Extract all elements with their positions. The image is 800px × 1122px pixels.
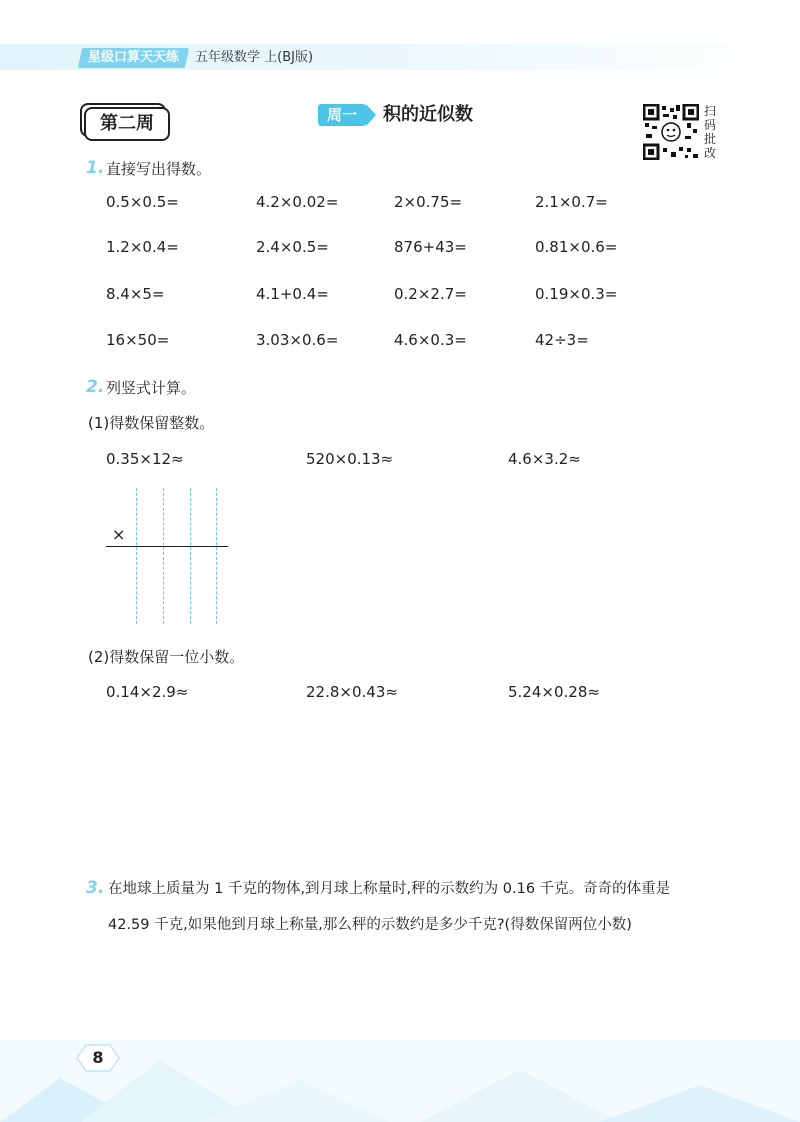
q2-part2-label: (2)得数保留一位小数。 (88, 648, 245, 666)
grid-guide-line (163, 488, 164, 624)
q1-expr: 2.1×0.7= (535, 193, 608, 211)
q3-line1: 在地球上质量为 1 千克的物体,到月球上称量时,秤的示数约为 0.16 千克。奇奇的体重是 (108, 881, 671, 897)
times-sign: × (112, 525, 126, 544)
q3-number: 3. (86, 878, 105, 898)
q1-expr: 2×0.75= (394, 193, 463, 211)
q1-expr: 4.2×0.02= (256, 193, 339, 211)
lesson-title: 积的近似数 (383, 104, 473, 125)
grid-guide-line (216, 488, 217, 624)
q1-expr: 0.5×0.5= (106, 193, 179, 211)
page-number: 8 (92, 1048, 104, 1067)
day-badge-arrow (366, 104, 376, 126)
q2-part2-item: 22.8×0.43≈ (306, 683, 398, 701)
series-name-tab: 星级口算天天练 (78, 48, 189, 68)
q1-expr: 8.4×5= (106, 285, 165, 303)
calc-line (106, 546, 228, 547)
q2-part2-item: 0.14×2.9≈ (106, 683, 189, 701)
q1-expr: 0.19×0.3= (535, 285, 618, 303)
q2-part2-item: 5.24×0.28≈ (508, 683, 600, 701)
q1-expr: 42÷3= (535, 331, 589, 349)
q3-line2: 42.59 千克,如果他到月球上称量,那么秤的示数约是多少千克?(得数保留两位小数) (108, 917, 632, 933)
day-badge: 周一 (318, 104, 366, 126)
q1-title: 直接写出得数。 (106, 160, 212, 178)
footer-decoration (0, 1040, 800, 1122)
grid-guide-line (190, 488, 191, 624)
q1-expr: 16×50= (106, 331, 170, 349)
q1-expr: 0.2×2.7= (394, 285, 467, 303)
book-title: 五年级数学 上(BJ版) (195, 50, 314, 65)
grid-guide-line (136, 488, 137, 624)
q1-expr: 876+43= (394, 238, 467, 256)
q1-expr: 0.81×0.6= (535, 238, 618, 256)
q2-part1-label: (1)得数保留整数。 (88, 414, 215, 432)
q1-expr: 3.03×0.6= (256, 331, 339, 349)
q1-expr: 4.1+0.4= (256, 285, 329, 303)
q2-part1-item: 0.35×12≈ (106, 450, 184, 468)
q1-number: 1. (86, 158, 105, 178)
qr-code-icon[interactable] (643, 104, 699, 160)
week-label: 第二周 (84, 107, 170, 141)
q1-expr: 1.2×0.4= (106, 238, 179, 256)
q1-expr: 2.4×0.5= (256, 238, 329, 256)
q2-title: 列竖式计算。 (106, 379, 197, 397)
q1-expr: 4.6×0.3= (394, 331, 467, 349)
q2-part1-item: 520×0.13≈ (306, 450, 394, 468)
q2-part1-item: 4.6×3.2≈ (508, 450, 581, 468)
scan-to-grade-text: 扫 码 批 改 (704, 104, 717, 160)
q2-number: 2. (86, 377, 105, 397)
